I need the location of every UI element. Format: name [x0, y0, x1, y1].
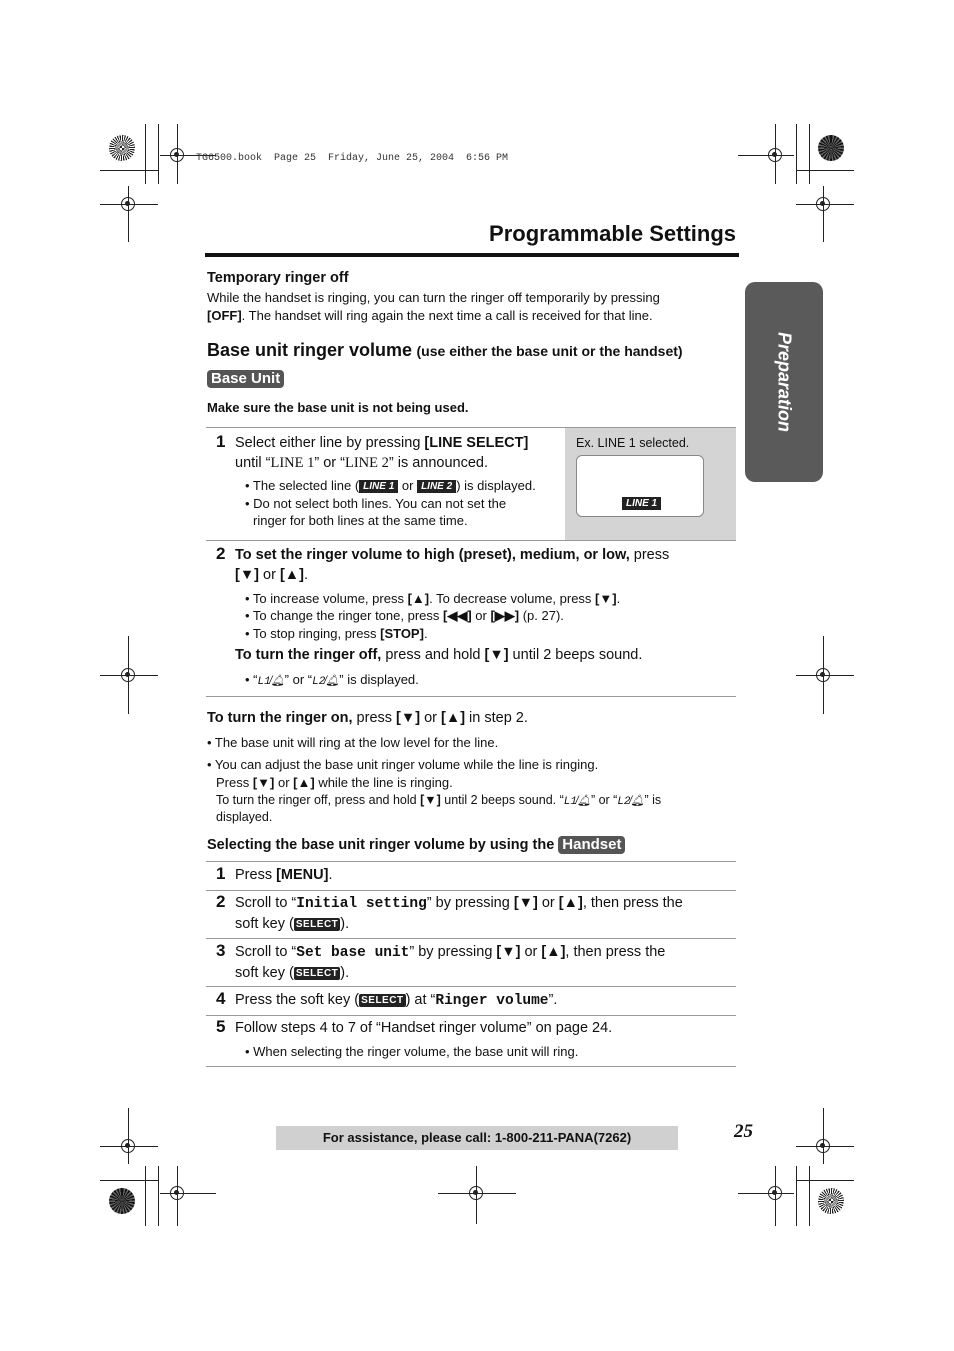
step-number: 1	[216, 432, 226, 451]
lcd-display	[576, 455, 704, 517]
divider	[206, 1066, 736, 1067]
turn-on-instruction: To turn the ringer on, press [▼] or [▲] in step 2.	[207, 710, 528, 726]
assistance-footer	[276, 1126, 678, 1150]
divider	[206, 986, 736, 987]
handset-step5-text: Follow steps 4 to 7 of “Handset ringer volume” on page 24.	[235, 1020, 613, 1036]
step2-bullet-3: • To stop ringing, press [STOP].	[245, 626, 428, 641]
registration-star-icon	[818, 135, 844, 161]
handset-step4-text: Press the soft key ( SELECT ) at “Ringer volume”.	[235, 992, 558, 1009]
print-header-note: TG6500.book Page 25 Friday, June 25, 2004 6:56 PM	[196, 153, 509, 164]
line1-icon: LINE 1	[359, 480, 398, 493]
title-rule	[205, 253, 739, 257]
divider	[206, 540, 736, 541]
divider	[206, 890, 736, 891]
ringer-off-icon: L2̸🔔︎	[312, 676, 340, 688]
note-4-end: displayed.	[216, 810, 273, 824]
step-number: 3	[216, 941, 226, 960]
note-4: To turn the ringer off, press and hold [▼] until 2 beeps sound. “L1̸🔔︎” or “L2̸🔔︎” is	[216, 792, 661, 811]
registration-star-icon	[818, 1188, 844, 1214]
step1-bullet-1: • The selected line ( LINE 1 or LINE 2 ) is displayed.	[245, 478, 536, 493]
page-number: 25	[734, 1121, 753, 1142]
temp-ringer-heading: Temporary ringer off	[207, 270, 349, 286]
step-number: 4	[216, 989, 226, 1008]
note-2: • You can adjust the base unit ringer volume while the line is ringing.	[207, 757, 599, 772]
step-number: 1	[216, 864, 226, 883]
note-3: Press [▼] or [▲] while the line is ringing.	[216, 775, 453, 790]
step-number: 2	[216, 544, 226, 563]
step-number: 2	[216, 892, 226, 911]
select-softkey-icon: SELECT	[295, 967, 339, 979]
note-1: • The base unit will ring at the low level for the line.	[207, 735, 499, 750]
divider	[206, 938, 736, 939]
page-title: Programmable Settings	[489, 221, 736, 246]
handset-step5-bullet: • When selecting the ringer volume, the base unit will ring.	[245, 1044, 579, 1059]
side-tab-label: Preparation	[774, 331, 795, 433]
step2-text: To set the ringer volume to high (preset), medium, or low, press [▼] or [▲].	[235, 547, 670, 583]
assistance-text: For assistance, please call: 1-800-211-PANA(7262)	[322, 1130, 632, 1145]
step1-text: Select either line by pressing [LINE SELECT] until “LINE 1” or “LINE 2” is announced.	[235, 435, 529, 471]
registration-star-icon	[109, 1188, 135, 1214]
handset-step2-text: Scroll to “Initial setting” by pressing [▼] or [▲], then press the soft key ( SELECT ).	[235, 895, 683, 932]
registration-star-icon	[109, 135, 135, 161]
line1-indicator-icon: LINE 1	[622, 497, 661, 510]
step2-bullet-1: • To increase volume, press [▲]. To decrease volume, press [▼].	[245, 591, 621, 606]
divider	[206, 696, 736, 697]
step1-bullet-2: • Do not select both lines. You can not set the ringer for both lines at the same time.	[245, 496, 507, 528]
example-caption: Ex. LINE 1 selected.	[576, 436, 690, 450]
turn-off-instruction: To turn the ringer off, press and hold [▼] until 2 beeps sound.	[235, 647, 643, 663]
make-sure-note: Make sure the base unit is not being used.	[207, 400, 469, 415]
handset-step1-text: Press [MENU].	[235, 867, 333, 883]
base-unit-badge: Base Unit	[207, 370, 284, 388]
temp-ringer-text-2: [OFF]. The handset will ring again the next time a call is received for that line.	[207, 308, 653, 323]
step-number: 5	[216, 1017, 226, 1036]
handset-section-heading: Selecting the base unit ringer volume by using the Handset	[207, 836, 625, 854]
select-softkey-icon: SELECT	[295, 918, 339, 930]
divider	[206, 1015, 736, 1016]
section-side-tab	[745, 282, 823, 482]
handset-badge: Handset	[558, 836, 625, 854]
step2-bullet-2: • To change the ringer tone, press [◀◀] or [▶▶] (p. 27).	[245, 608, 564, 623]
ringer-off-icon: L1̸🔔︎	[257, 676, 285, 688]
line2-icon: LINE 2	[417, 480, 456, 493]
ringer-off-display-note: • “L1̸🔔︎” or “L2̸🔔︎” is displayed.	[245, 671, 419, 691]
temp-ringer-text-1: While the handset is ringing, you can turn the ringer off temporarily by pressing	[207, 290, 660, 305]
divider	[206, 861, 736, 862]
ringer-off-icon: L2̸🔔︎	[617, 796, 645, 808]
ringer-off-icon: L1̸🔔︎	[563, 796, 591, 808]
base-ringer-heading: Base unit ringer volume (use either the base unit or the handset)	[207, 340, 683, 360]
handset-step3-text: Scroll to “Set base unit” by pressing [▼] or [▲], then press the soft key ( SELECT ).	[235, 944, 666, 981]
select-softkey-icon: SELECT	[361, 994, 404, 1006]
